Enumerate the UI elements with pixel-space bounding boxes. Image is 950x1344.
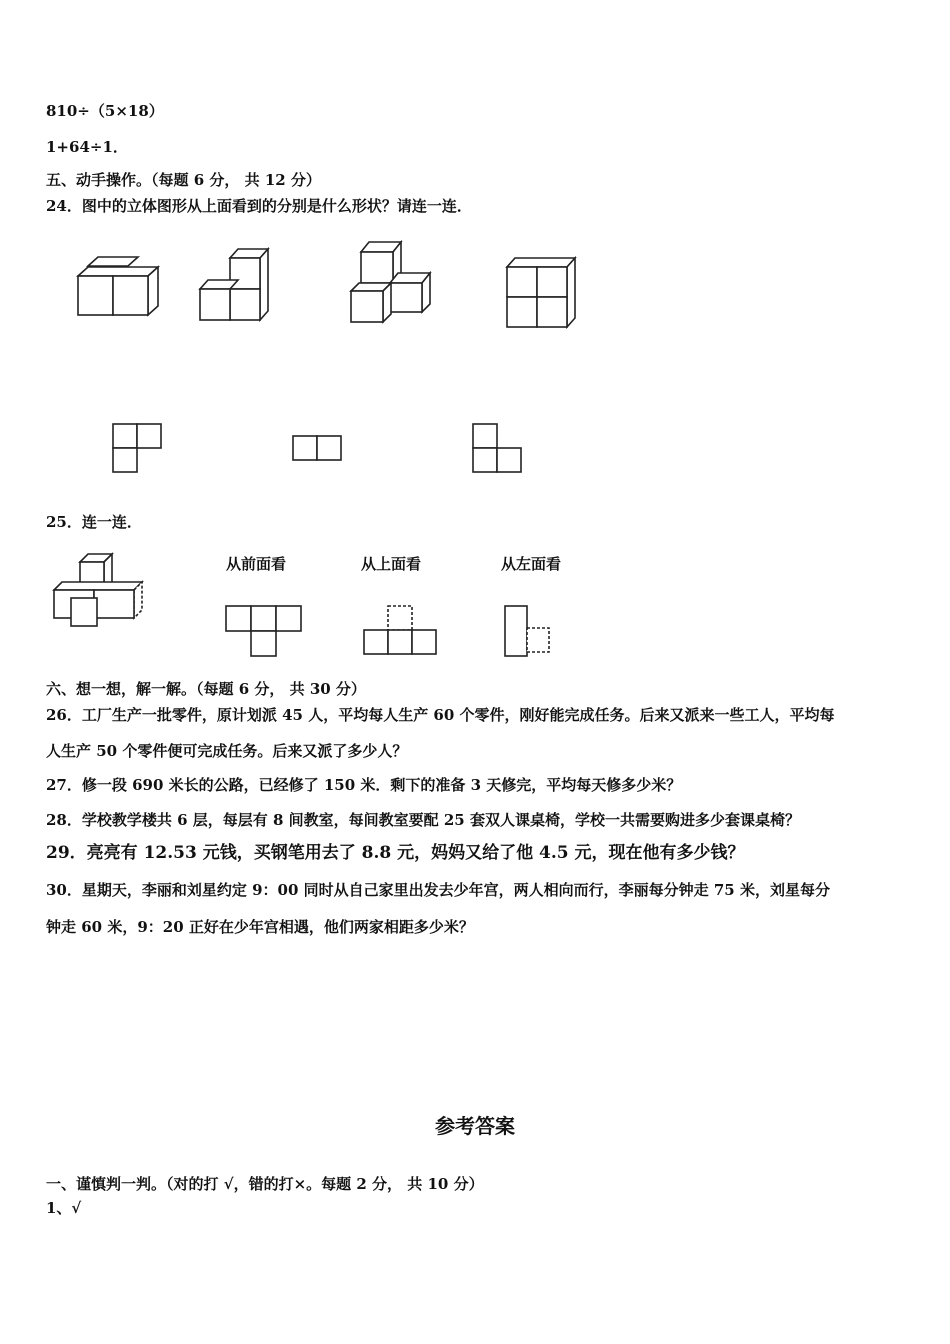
question-24: 24．图中的立体图形从上面看到的分别是什么形状？请连一连． bbox=[46, 197, 472, 215]
question-26-line-2: 人生产 50 个零件便可完成任务。后来又派了多少人？ bbox=[46, 742, 408, 760]
section-5-heading: 五、动手操作。（每题 6 分， 共 12 分） bbox=[46, 171, 321, 189]
question-30-line-2: 钟走 60 米，9：20 正好在少年宫相遇，他们两家相距多少米？ bbox=[46, 918, 474, 936]
question-30-line-1: 30．星期天，李丽和刘星约定 9：00 同时从自己家里出发去少年宫，两人相向而行，李丽每分钟走 75 米，刘星每分 bbox=[46, 881, 830, 899]
front-view-shape bbox=[224, 604, 314, 664]
solid-figure-4 bbox=[504, 254, 584, 334]
answers-section-1-heading: 一、谨慎判一判。（对的打 √，错的打×。每题 2 分， 共 10 分） bbox=[46, 1175, 484, 1193]
top-view-2 bbox=[291, 434, 351, 474]
top-view-1 bbox=[111, 422, 171, 482]
label-front-view: 从前面看 bbox=[226, 555, 287, 573]
top-view-3 bbox=[471, 422, 531, 482]
top-view-shape bbox=[362, 604, 452, 664]
question-26-line-1: 26．工厂生产一批零件，原计划派 45 人，平均每人生产 60 个零件，刚好能完成任务。后来又派来一些工人，平均每 bbox=[46, 706, 835, 724]
question-29: 29．亮亮有 12.53 元钱，买钢笔用去了 8.8 元，妈妈又给了他 4.5 元，现在他有多少钱？ bbox=[46, 843, 745, 863]
section-6-heading: 六、想一想，解一解。（每题 6 分， 共 30 分） bbox=[46, 680, 366, 698]
expr-line-1: 810÷（5×18） bbox=[46, 102, 164, 120]
answer-1: 1、√ bbox=[46, 1199, 82, 1217]
label-left-view: 从左面看 bbox=[501, 555, 562, 573]
solid-figure-2 bbox=[197, 246, 277, 326]
solid-figure-1 bbox=[75, 262, 155, 342]
question-28: 28．学校教学楼共 6 层，每层有 8 间教室，每间教室要配 25 套双人课桌椅，学校一共需要购进多少套课桌椅？ bbox=[46, 811, 800, 829]
answers-title: 参考答案 bbox=[435, 1114, 515, 1138]
left-view-shape bbox=[503, 604, 563, 664]
question-27: 27．修一段 690 米长的公路，已经修了 150 米．剩下的准备 3 天修完，平均每天修多少米？ bbox=[46, 776, 682, 794]
q25-solid-figure bbox=[51, 548, 161, 638]
question-25: 25．连一连． bbox=[46, 513, 142, 531]
expr-line-2: 1+64÷1． bbox=[46, 138, 128, 156]
label-top-view: 从上面看 bbox=[361, 555, 422, 573]
solid-figure-3 bbox=[348, 238, 438, 328]
